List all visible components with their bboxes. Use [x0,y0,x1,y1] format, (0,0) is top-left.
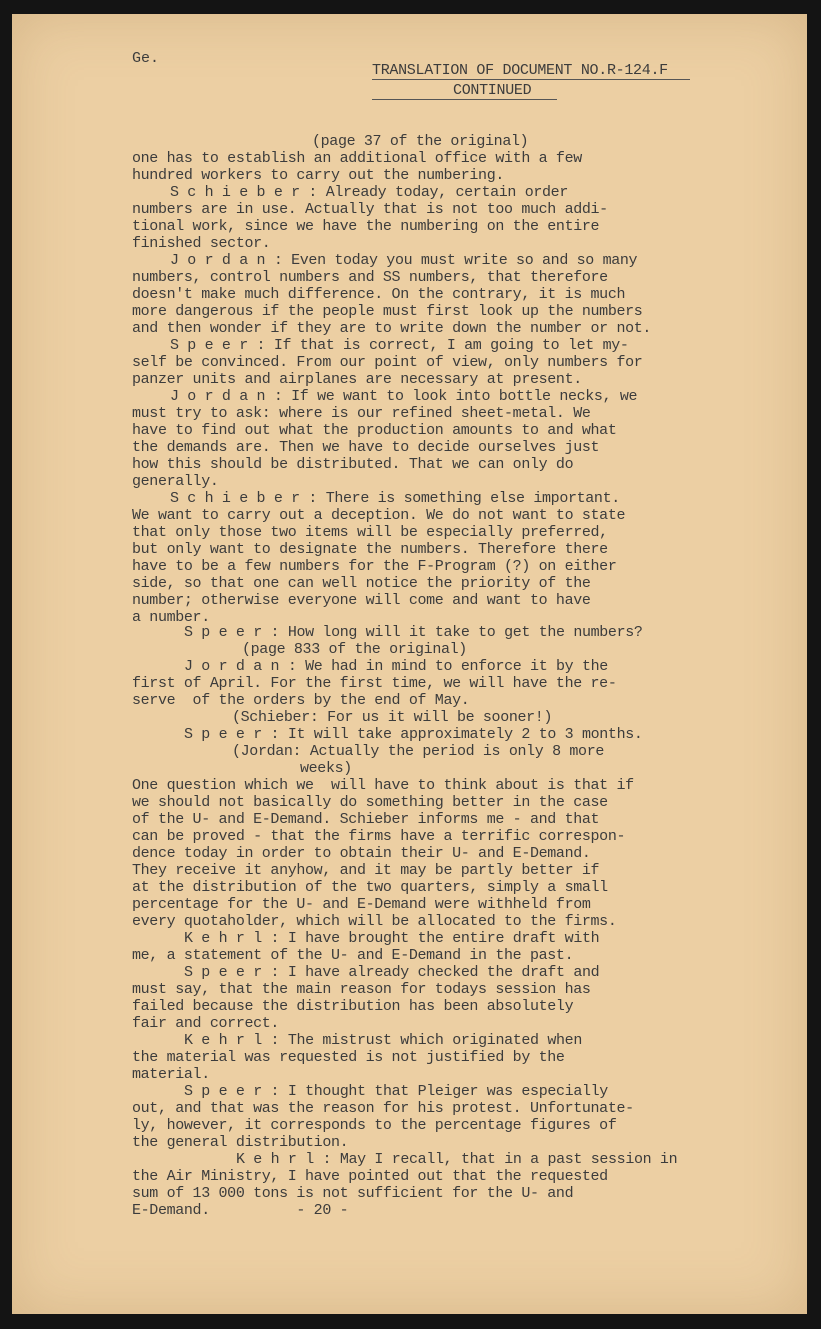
text-line: one has to establish an additional office with a few [132,150,582,167]
text-line: serve of the orders by the end of May. [132,692,470,709]
text-line: S p e e r : If that is correct, I am going to let my- [170,337,629,354]
text-line: must say, that the main reason for todays session has [132,981,591,998]
text-line: (page 37 of the original) [312,133,529,150]
text-line: ly, however, it corresponds to the percentage figures of [132,1117,617,1134]
text-line: the general distribution. [132,1134,349,1151]
text-line: J o r d a n : We had in mind to enforce it by the [184,658,608,675]
text-line: how this should be distributed. That we can only do [132,456,574,473]
text-line: every quotaholder, which will be allocated to the firms. [132,913,617,930]
text-line: J o r d a n : Even today you must write so and so many [170,252,638,269]
text-line: numbers are in use. Actually that is not too much addi- [132,201,608,218]
text-line: (Schieber: For us it will be sooner!) [232,709,553,726]
document-subtitle: CONTINUED [453,82,532,99]
text-line: that only those two items will be especially preferred, [132,524,608,541]
text-line: S c h i e b e r : There is something else important. [170,490,620,507]
text-line: out, and that was the reason for his protest. Unfortunate- [132,1100,634,1117]
text-line: They receive it anyhow, and it may be partly better if [132,862,600,879]
text-line: E-Demand. - 20 - [132,1202,349,1219]
text-line: weeks) [300,760,352,777]
text-line: K e h r l : The mistrust which originated when [184,1032,582,1049]
text-line: at the distribution of the two quarters, simply a small [132,879,608,896]
text-line: the Air Ministry, I have pointed out that the requested [132,1168,608,1185]
text-line: J o r d a n : If we want to look into bottle necks, we [170,388,638,405]
text-line: the demands are. Then we have to decide ourselves just [132,439,600,456]
text-line: a number. [132,609,210,626]
text-line: have to find out what the production amounts to and what [132,422,617,439]
text-line: but only want to designate the numbers. Therefore there [132,541,608,558]
document-code: Ge. [132,50,160,67]
text-line: (Jordan: Actually the period is only 8 more [232,743,605,760]
text-line: can be proved - that the firms have a terrific correspon- [132,828,626,845]
document-title: TRANSLATION OF DOCUMENT NO.R-124.F [372,62,668,79]
text-line: S p e e r : How long will it take to get the numbers? [184,624,643,641]
text-line: the material was requested is not justified by the [132,1049,565,1066]
text-line: S p e e r : I have already checked the draft and [184,964,600,981]
text-line: numbers, control numbers and SS numbers, that therefore [132,269,608,286]
text-line: hundred workers to carry out the numbering. [132,167,505,184]
text-line: more dangerous if the people must first look up the numbers [132,303,643,320]
text-line: K e h r l : May I recall, that in a past session in [236,1151,678,1168]
subtitle-underline [372,99,557,100]
text-line: must try to ask: where is our refined sheet-metal. We [132,405,591,422]
title-underline [372,79,690,80]
text-line: first of April. For the first time, we will have the re- [132,675,617,692]
text-line: of the U- and E-Demand. Schieber informs me - and that [132,811,600,828]
text-line: generally. [132,473,219,490]
text-line: K e h r l : I have brought the entire draft with [184,930,600,947]
text-line: panzer units and airplanes are necessary at present. [132,371,582,388]
text-line: number; otherwise everyone will come and want to have [132,592,591,609]
text-line: sum of 13 000 tons is not sufficient for the U- and [132,1185,574,1202]
text-line: self be convinced. From our point of view, only numbers for [132,354,643,371]
text-line: tional work, since we have the numbering on the entire [132,218,600,235]
text-line: dence today in order to obtain their U- and E-Demand. [132,845,591,862]
text-line: me, a statement of the U- and E-Demand in the past. [132,947,574,964]
text-line: side, so that one can well notice the priority of the [132,575,591,592]
text-line: (page 833 of the original) [242,641,467,658]
text-line: S p e e r : I thought that Pleiger was especially [184,1083,608,1100]
text-line: failed because the distribution has been absolutely [132,998,574,1015]
text-line: We want to carry out a deception. We do not want to state [132,507,626,524]
text-line: doesn't make much difference. On the contrary, it is much [132,286,626,303]
text-line: fair and correct. [132,1015,280,1032]
text-line: finished sector. [132,235,271,252]
text-line: and then wonder if they are to write down the number or not. [132,320,652,337]
text-line: S p e e r : It will take approximately 2 to 3 months. [184,726,643,743]
text-line: S c h i e b e r : Already today, certain order [170,184,568,201]
text-line: percentage for the U- and E-Demand were withheld from [132,896,591,913]
text-line: One question which we will have to think about is that if [132,777,634,794]
text-line: material. [132,1066,210,1083]
text-line: have to be a few numbers for the F-Program (?) on either [132,558,617,575]
text-line: we should not basically do something better in the case [132,794,608,811]
